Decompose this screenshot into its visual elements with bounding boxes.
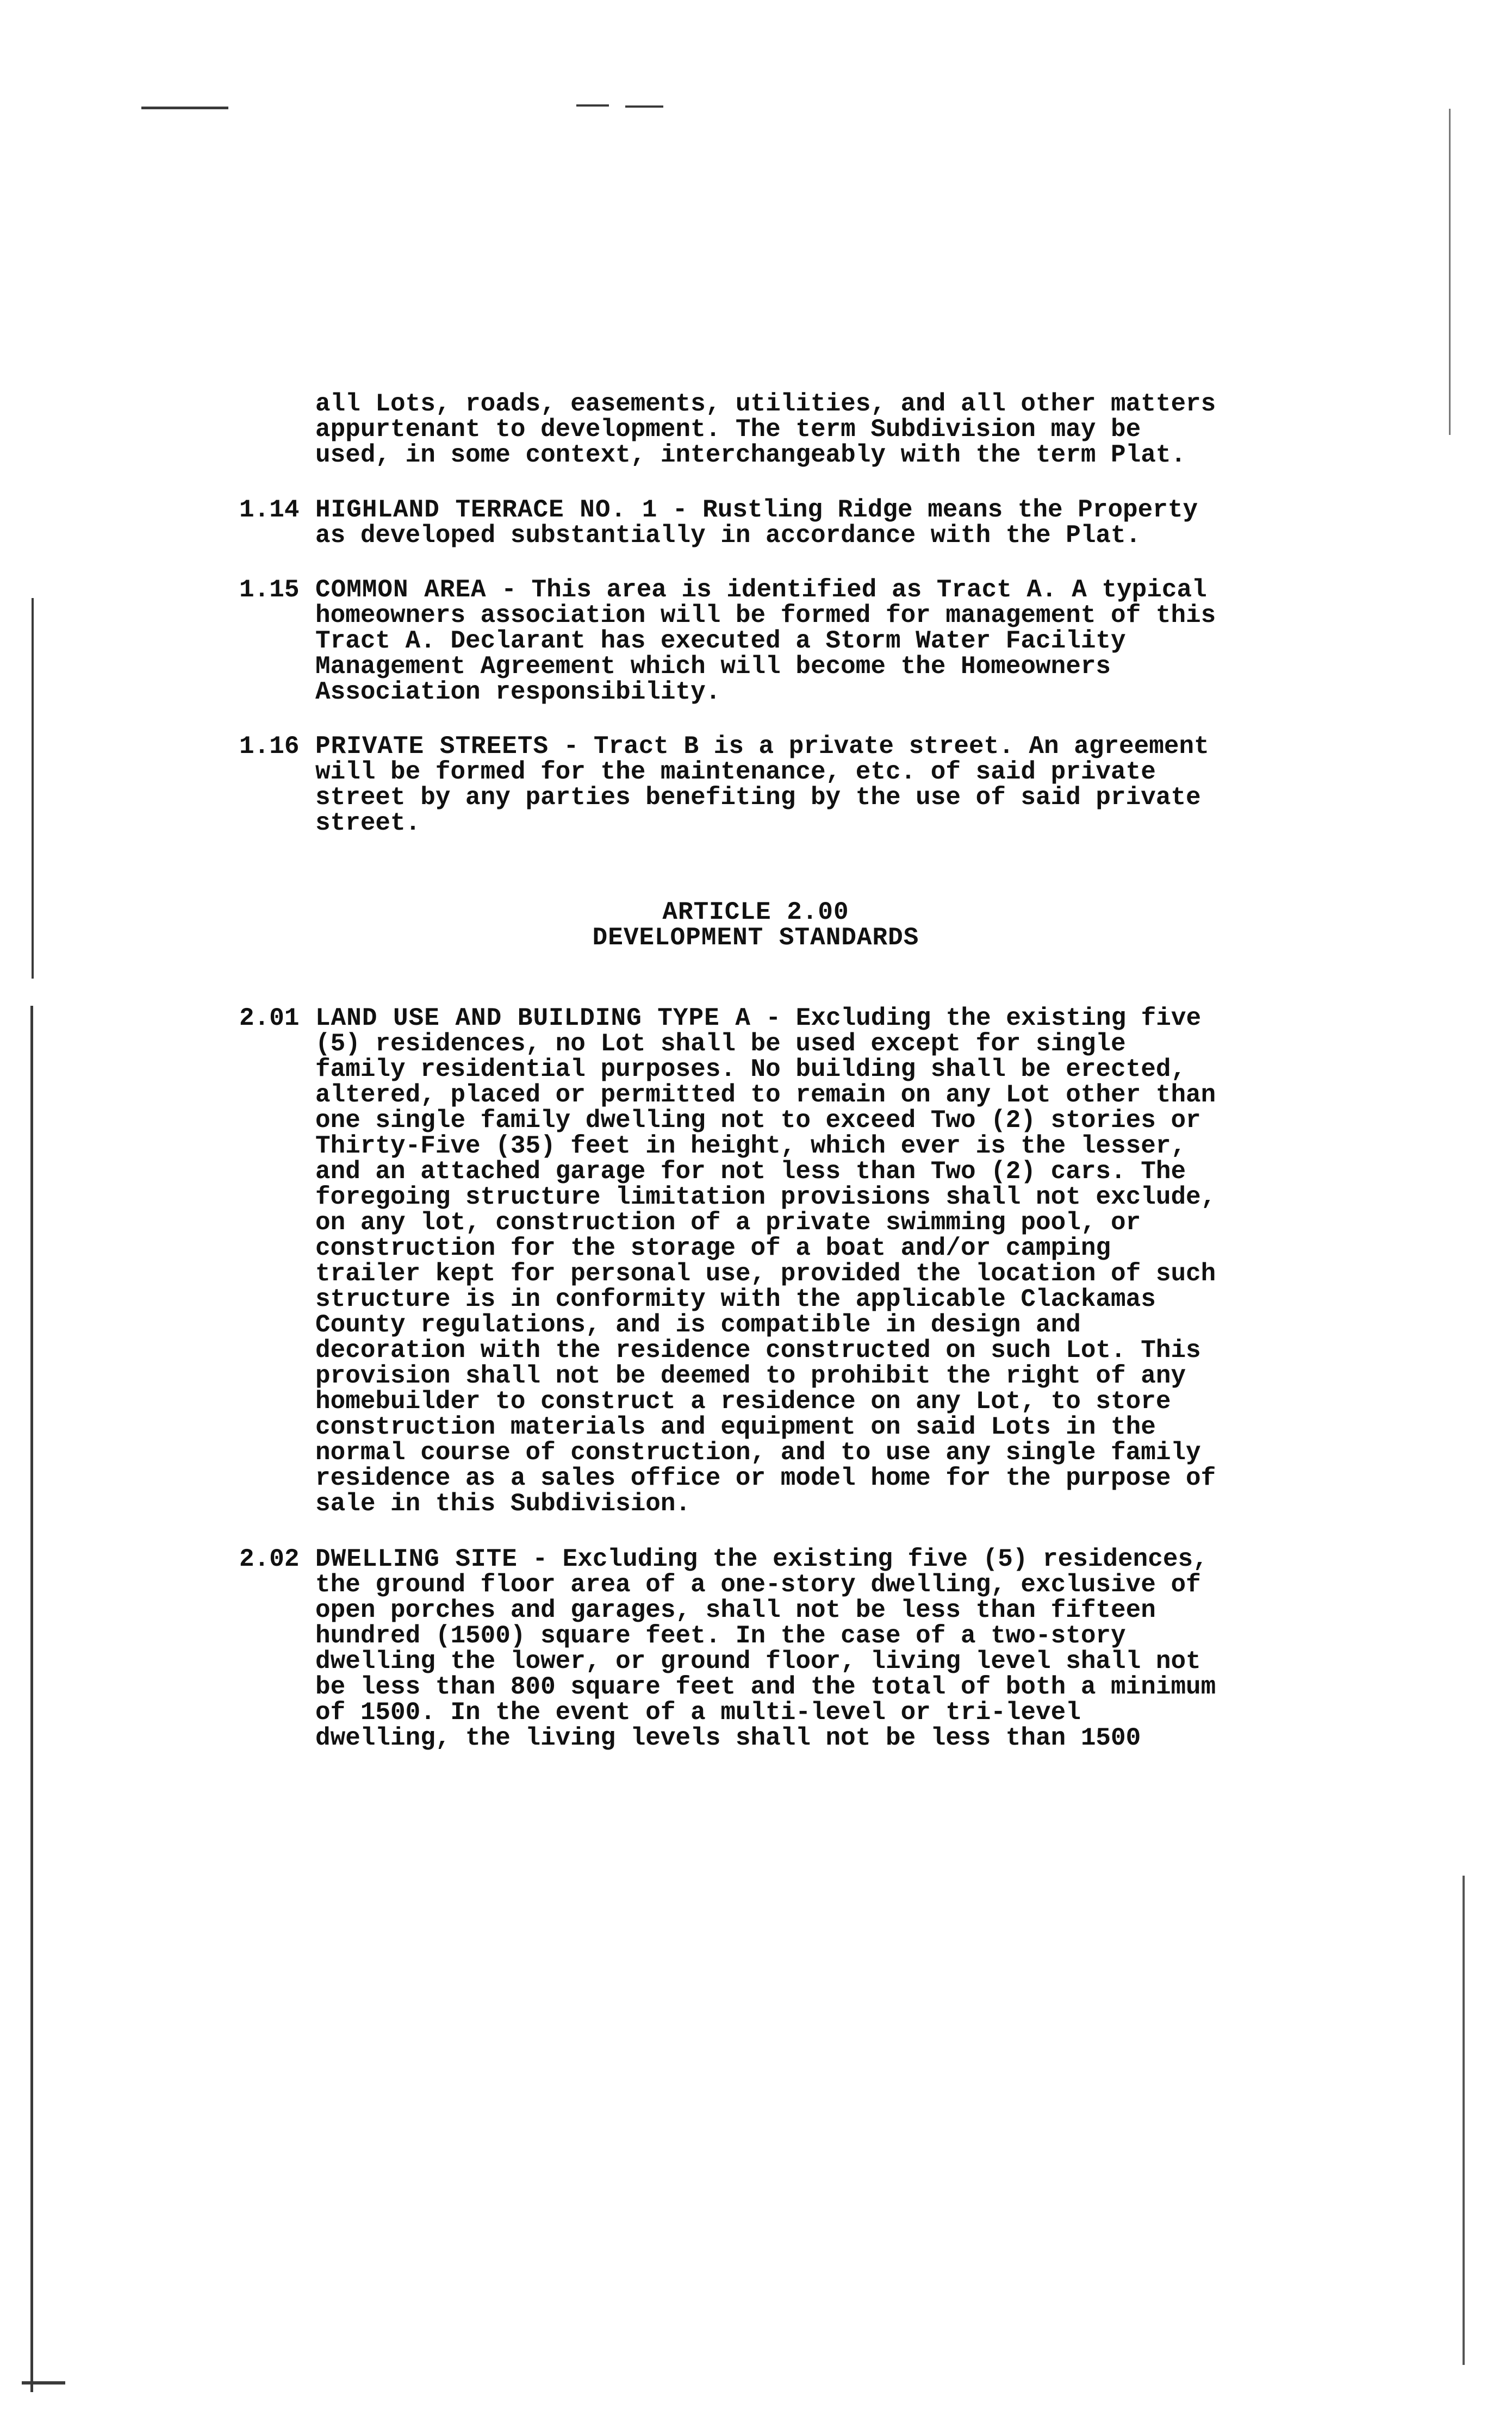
scan-mark-right-edge-upper	[1449, 109, 1451, 435]
section-number: 2.01	[239, 1004, 300, 1032]
definition-term: PRIVATE STREETS	[315, 732, 549, 761]
definition-term: COMMON AREA	[315, 576, 487, 604]
definition-number: 1.16	[239, 732, 300, 761]
scan-mark-bottom-left	[22, 2381, 65, 2385]
definition-body	[315, 497, 1272, 549]
scan-mark-left-edge-lower	[30, 1006, 33, 2392]
definition-body	[315, 577, 1272, 705]
definition-text: - Tract B is a private street. An agreement will be formed for the maintenance, etc. of said private street by any parties benefiting by the use of said private street.	[315, 732, 1209, 837]
section-term: LAND USE AND BUILDING TYPE A	[315, 1004, 751, 1032]
section-body	[315, 1547, 1272, 1751]
section-text: - Excluding the existing five (5) residences, the ground floor area of a one-story dwelling, exclusive of open porches and garages, shall not be less than fifteen hundred (1500) square feet. In the case of a two-story dwelling the lower, or ground floor, living level shall not be less than 800 square feet and the total of both a minimum of 1500. In the event of a multi-level or tri-level dwelling, the living levels shall not be less than 1500	[315, 1545, 1216, 1752]
scan-mark-left-edge-upper	[32, 598, 34, 979]
article-title: DEVELOPMENT STANDARDS	[592, 924, 919, 952]
definition-term: HIGHLAND TERRACE NO. 1	[315, 496, 658, 524]
section-text: - Excluding the existing five (5) residences, no Lot shall be used except for single family residential purposes. No building shall be erected, altered, placed or permitted to remain on any Lot other than one single family dwelling not to exceed Two (2) stories or Thirty-Five (35) feet in height, which ever is the lesser, and an attached garage for not less than Two (2) cars. The foregoing structure limitation provisions shall not exclude, on any lot, construction of a private swimming pool, or construction for the storage of a boat and/or camping trailer kept for personal use, provided the location of such structure is in conformity with the applicable Clackamas County regulations, and is compatible in design and decoration with the residence constructed on such Lot. This provision shall not be deemed to prohibit the right of any homebuilder to construct a residence on any Lot, to store construction materials and equipment on said Lots in the normal course of construction, and to use any single family residence as a sales office or model home for the purpose of sale in this Subdivision.	[315, 1004, 1216, 1518]
section-number: 2.02	[239, 1545, 300, 1573]
definition-text: - Rustling Ridge means the Property as developed substantially in accordance with the Plat.	[315, 496, 1198, 550]
scan-mark-top-left	[141, 107, 228, 109]
scan-mark-top-center-2	[625, 105, 663, 108]
section-term: DWELLING SITE	[315, 1545, 518, 1573]
definition-body	[315, 734, 1272, 836]
scan-mark-right-edge-lower	[1463, 1876, 1465, 2365]
definition-number: 1.14	[239, 496, 300, 524]
section-body	[315, 1006, 1272, 1517]
definition-number: 1.15	[239, 576, 300, 604]
scan-mark-top-center	[576, 104, 609, 107]
definition-text: - This area is identified as Tract A. A typical homeowners association will be formed for management of this Tract A. Declarant has executed a Storm Water Facility Management Agreement which will become the Homeowners Association responsibility.	[315, 576, 1216, 706]
article-number: ARTICLE 2.00	[662, 898, 849, 926]
continuation-text: all Lots, roads, easements, utilities, and all other matters appurtenant to development. The term Subdivision may be used, in some context, interchangeably with the term Plat.	[315, 390, 1216, 469]
